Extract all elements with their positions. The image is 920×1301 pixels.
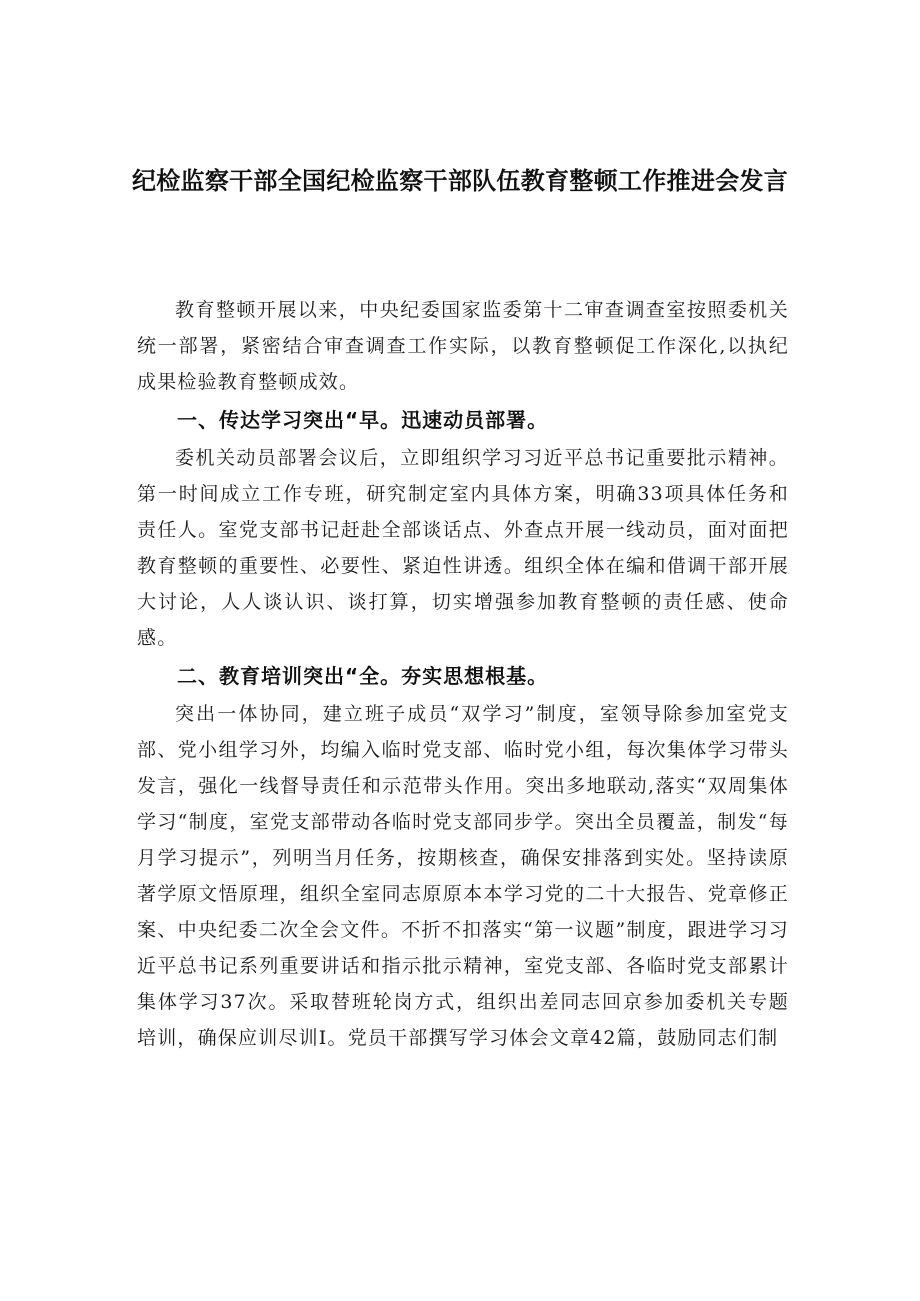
section-1-heading: 一、传达学习突出“早。迅速动员部署。 (177, 408, 549, 432)
intro-paragraph: 教育整顿开展以来，中央纪委国家监委第十二审查调查室按照委机关统一部署，紧密结合审查调查工作实际，以教育整顿促工作深化,以执纪成果检验教育整顿成效。 (137, 299, 789, 393)
section-2-heading: 二、教育培训突出“全。夯实思想根基。 (177, 664, 549, 688)
document-body (137, 292, 789, 1056)
document-title: 纪检监察干部全国纪检监察干部队伍教育整顿工作推进会发言 (131, 167, 789, 195)
section-1-paragraph: 委机关动员部署会议后，立即组织学习习近平总书记重要批示精神。第一时间成立工作专班，研究制定室内具体方案，明确33项具体任务和责任人。室党支部书记赶赴全部谈话点、外查点开展一线动员，面对面把教育整顿的重要性、必要性、紧迫性讲透。组织全体在编和借调干部开展大讨论，人人谈认识、谈打算，切实增强参加教育整顿的责任感、使命感。 (137, 447, 789, 649)
section-2-paragraph: 突出一体协同，建立班子成员“双学习”制度，室领导除参加室党支部、党小组学习外，均编入临时党支部、临时党小组，每次集体学习带头发言，强化一线督导责任和示范带头作用。突出多地联动,落实“双周集体学习“制度，室党支部带动各临时党支部同步学。突出全员覆盖，制发“每月学习提示”，列明当月任务，按期核查，确保安排落到实处。坚持读原著学原文悟原理，组织全室同志原原本本学习党的二十大报告、党章修正案、中央纪委二次全会文件。不折不扣落实“第一议题”制度，跟进学习习近平总书记系列重要讲话和指示批示精神，室党支部、各临时党支部累计集体学习37次。采取替班轮岗方式，组织出差同志回京参加委机关专题培训，确保应训尽训I。党员干部撰写学习体会文章42篇，鼓励同志们制 (137, 703, 789, 1049)
